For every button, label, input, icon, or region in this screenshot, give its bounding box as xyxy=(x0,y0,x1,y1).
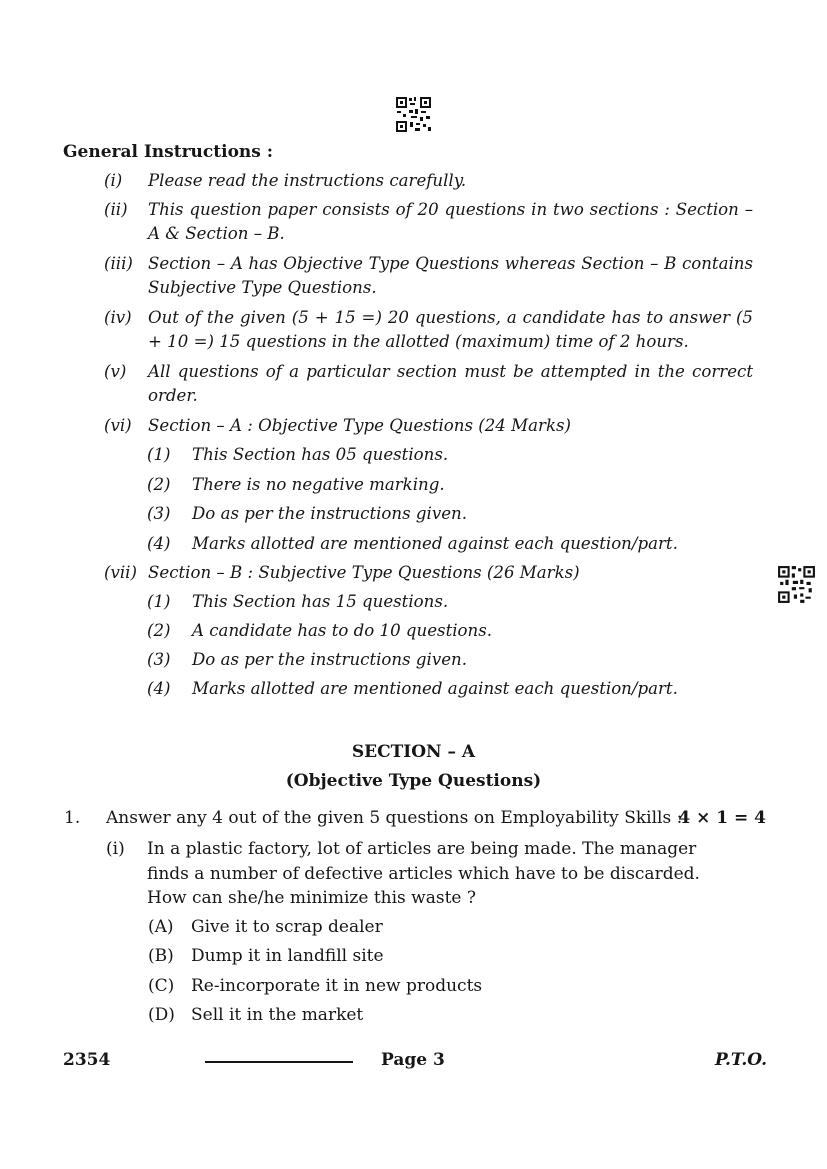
option-label: (D) xyxy=(148,1005,175,1025)
question-text: Answer any 4 out of the given 5 questions on Employability Skills : xyxy=(106,808,683,828)
instruction-number: (i) xyxy=(104,171,123,190)
option-text: Sell it in the market xyxy=(191,1005,364,1025)
sub-number: (1) xyxy=(147,592,171,611)
option-label: (A) xyxy=(148,917,174,937)
option-text: Dump it in landfill site xyxy=(191,946,384,966)
instruction-number: (iv) xyxy=(104,308,132,327)
instruction-text: Section – B : Subjective Type Questions (26 Marks) xyxy=(148,563,580,582)
sub-number: (1) xyxy=(147,445,171,464)
question-1 xyxy=(64,808,766,832)
question-number: 1. xyxy=(64,808,81,828)
instruction-text: All questions of a particular section must be attempted in the correct order. xyxy=(148,362,753,405)
instruction-number: (vii) xyxy=(104,563,137,582)
sub-number: (2) xyxy=(147,475,171,494)
sub-text: Marks allotted are mentioned against each question/part. xyxy=(192,534,678,553)
section-subtitle: (Objective Type Questions) xyxy=(285,771,542,791)
sub-text: Do as per the instructions given. xyxy=(192,504,467,523)
instruction-text: This question paper consists of 20 questions in two sections : Section – A & Section – B. xyxy=(148,200,753,243)
sub-number: (4) xyxy=(147,534,171,553)
instruction-text: Please read the instructions carefully. xyxy=(148,171,467,190)
question-marks: 4 × 1 = 4 xyxy=(678,808,766,828)
pto-label: P.T.O. xyxy=(715,1050,767,1070)
qr-code-icon xyxy=(777,565,816,604)
option-text: Re-incorporate it in new products xyxy=(191,976,483,996)
footer-divider xyxy=(205,1061,353,1063)
general-instructions-heading: General Instructions : xyxy=(63,142,274,162)
sub-question-text: In a plastic factory, lot of articles are being made. The manager finds a number of defective articles which have to be discarded. How can she/he minimize this waste ? xyxy=(147,839,700,908)
sub-number: (3) xyxy=(147,650,171,669)
section-title: SECTION – A xyxy=(351,742,476,762)
sub-text: A candidate has to do 10 questions. xyxy=(192,621,493,640)
instruction-number: (v) xyxy=(104,362,127,381)
option-label: (B) xyxy=(148,946,174,966)
sub-text: This Section has 05 questions. xyxy=(192,445,449,464)
instruction-number: (ii) xyxy=(104,200,128,219)
sub-text: There is no negative marking. xyxy=(192,475,445,494)
page-number: Page 3 xyxy=(381,1050,445,1070)
option-text: Give it to scrap dealer xyxy=(191,917,383,937)
sub-text: Marks allotted are mentioned against each question/part. xyxy=(192,679,678,698)
instruction-number: (vi) xyxy=(104,416,132,435)
option-label: (C) xyxy=(148,976,175,996)
sub-number: (4) xyxy=(147,679,171,698)
paper-code: 2354 xyxy=(63,1050,111,1070)
sub-number: (3) xyxy=(147,504,171,523)
sub-number: (2) xyxy=(147,621,171,640)
qr-code-icon xyxy=(395,96,432,133)
instruction-text: Out of the given (5 + 15 =) 20 questions, a candidate has to answer (5 + 10 =) 15 questions in the allotted (maximum) time of 2 hours. xyxy=(148,308,753,351)
instruction-number: (iii) xyxy=(104,254,133,273)
sub-question-number: (i) xyxy=(106,839,125,859)
sub-text: Do as per the instructions given. xyxy=(192,650,467,669)
instruction-text: Section – A has Objective Type Questions whereas Section – B contains Subjective Type Questions. xyxy=(148,254,753,297)
instruction-text: Section – A : Objective Type Questions (24 Marks) xyxy=(148,416,571,435)
sub-text: This Section has 15 questions. xyxy=(192,592,449,611)
